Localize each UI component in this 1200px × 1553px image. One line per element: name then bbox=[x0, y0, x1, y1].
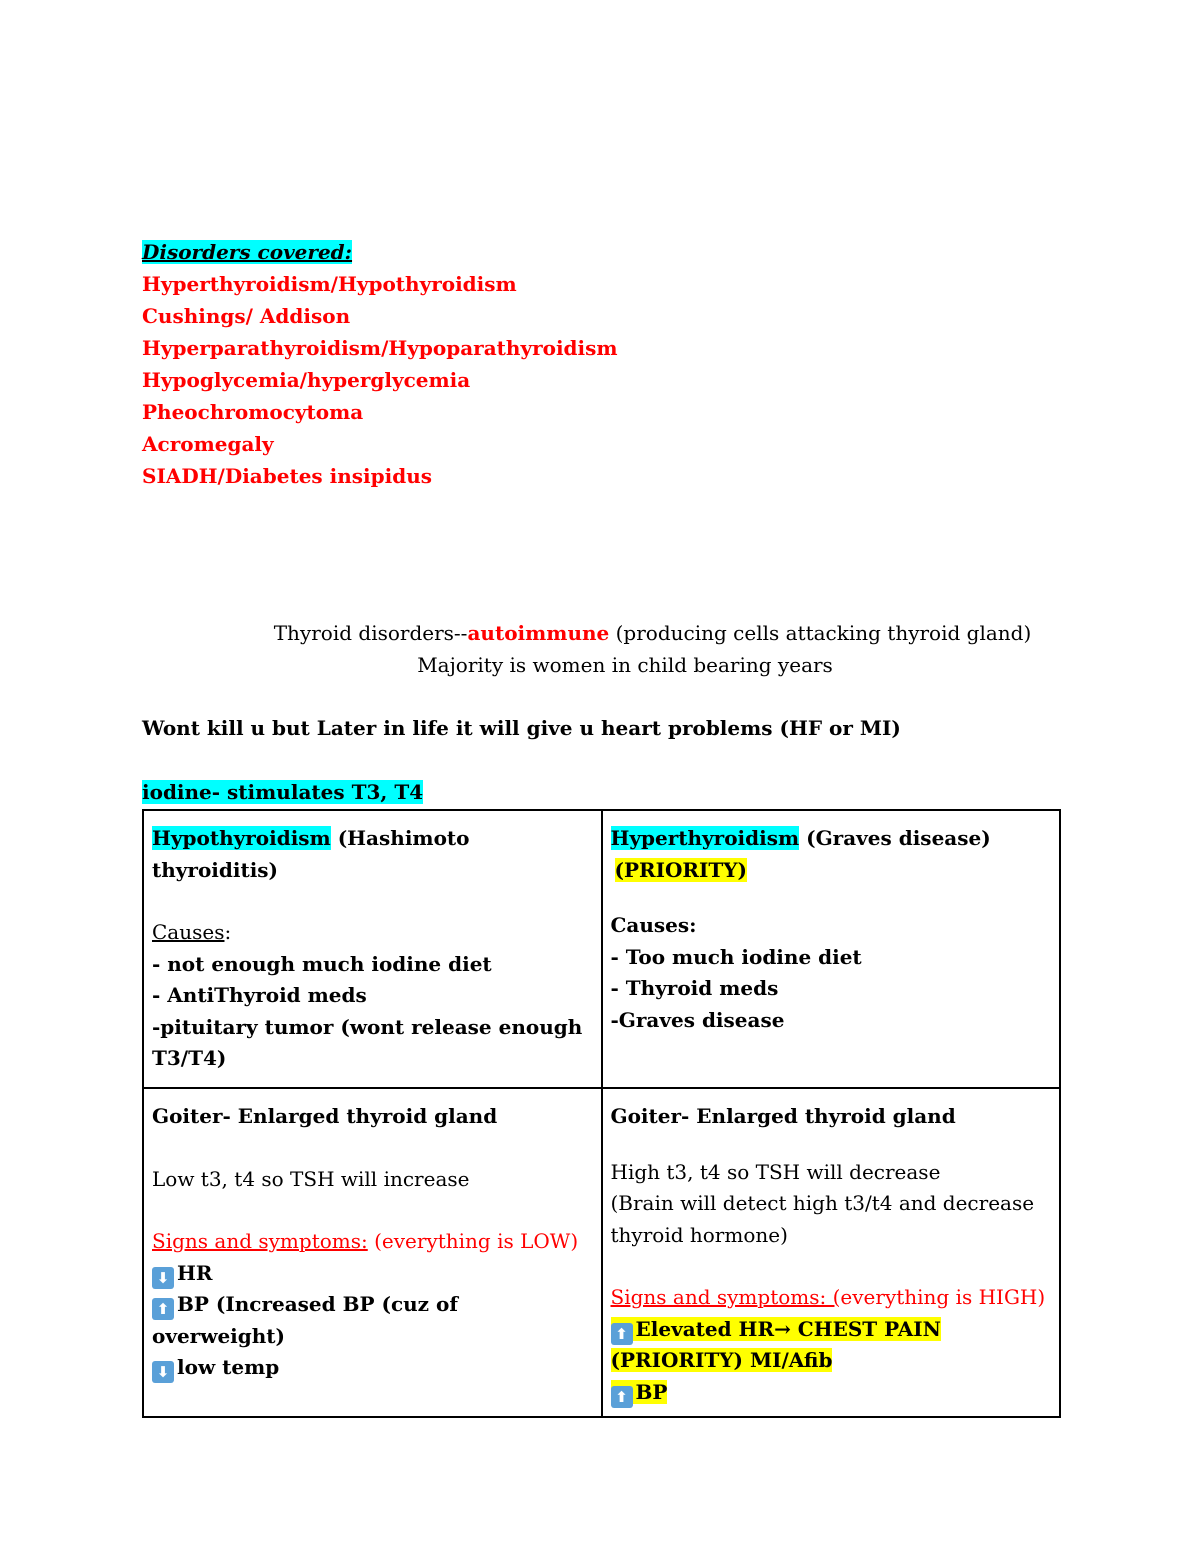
hypo-goiter: Goiter- Enlarged thyroid gland bbox=[152, 1104, 498, 1128]
table-row bbox=[143, 1088, 1060, 1417]
down-arrow-icon: ⬇ bbox=[152, 1361, 174, 1383]
sign-text: Elevated HR→ CHEST PAIN (PRIORITY) MI/Afib bbox=[610, 1316, 941, 1372]
hypo-cause-item: - AntiThyroid meds bbox=[152, 983, 367, 1007]
hypo-causes-label: Causes bbox=[152, 920, 225, 944]
intro-suffix: (producing cells attacking thyroid gland) bbox=[609, 621, 1032, 645]
hyper-signs-note: everything is HIGH) bbox=[840, 1285, 1046, 1309]
hypo-cause-item: - not enough much iodine diet bbox=[152, 951, 492, 976]
sign-text: BP (Increased BP (cuz of overweight) bbox=[152, 1292, 458, 1348]
disorder-item: SIADH/Diabetes insipidus bbox=[142, 464, 433, 488]
intro-line-1 bbox=[0, 621, 1200, 645]
disorder-item: Hyperthyroidism/Hypothyroidism bbox=[142, 272, 517, 296]
list-item bbox=[152, 1258, 593, 1290]
list-item bbox=[152, 1289, 593, 1352]
sign-text: HR bbox=[177, 1260, 213, 1285]
heart-warning: Wont kill u but Later in life it will give u heart problems (HF or MI) bbox=[142, 716, 901, 740]
hypo-signs-label: Signs and symptoms: bbox=[152, 1229, 368, 1253]
table-row bbox=[143, 810, 1060, 1088]
hypo-signs-note: (everything is LOW) bbox=[367, 1229, 579, 1253]
hypo-causes-cell bbox=[143, 810, 602, 1088]
list-item bbox=[611, 1377, 1052, 1409]
iodine-note: iodine- stimulates T3, T4 bbox=[142, 780, 424, 804]
hypo-subtitle: (Hashimoto thyroiditis) bbox=[152, 826, 470, 882]
hypo-signs-cell bbox=[143, 1088, 602, 1417]
intro-prefix: Thyroid disorders-- bbox=[273, 621, 468, 645]
down-arrow-icon: ⬇ bbox=[152, 1267, 174, 1289]
hyper-signs-cell bbox=[602, 1088, 1061, 1417]
disorder-item: Pheochromocytoma bbox=[142, 400, 364, 424]
up-arrow-icon: ⬆ bbox=[611, 1323, 633, 1345]
hyper-causes-cell bbox=[602, 810, 1061, 1088]
thyroid-comparison-table bbox=[142, 809, 1061, 1418]
list-item bbox=[611, 1314, 1052, 1377]
sign-text: low temp bbox=[177, 1355, 280, 1379]
hyper-cause-item: - Thyroid meds bbox=[610, 976, 779, 1000]
hyper-subtitle: (Graves disease) bbox=[799, 826, 991, 850]
hypo-causes-colon: : bbox=[224, 920, 232, 944]
disorder-item: Acromegaly bbox=[142, 432, 274, 456]
hypo-cause-item: -pituitary tumor (wont release enough T3/T4) bbox=[152, 1014, 583, 1070]
disorders-list bbox=[142, 236, 618, 492]
up-arrow-icon: ⬆ bbox=[611, 1386, 633, 1408]
hyper-cause-item: -Graves disease bbox=[610, 1007, 785, 1032]
intro-line-2: Majority is women in child bearing years bbox=[417, 653, 833, 677]
hyper-title: Hyperthyroidism bbox=[610, 826, 800, 850]
list-item bbox=[152, 1352, 593, 1384]
hypo-title: Hypothyroidism bbox=[152, 826, 331, 850]
disorder-item: Hyperparathyroidism/Hypoparathyroidism bbox=[142, 336, 618, 360]
intro-emphasis: autoimmune bbox=[467, 621, 610, 645]
hyper-levels: High t3, t4 so TSH will decrease bbox=[610, 1159, 941, 1184]
hypo-levels: Low t3, t4 so TSH will increase bbox=[152, 1166, 470, 1191]
disorders-heading: Disorders covered: bbox=[142, 240, 353, 264]
hyper-goiter: Goiter- Enlarged thyroid gland bbox=[610, 1104, 956, 1128]
disorder-item: Cushings/ Addison bbox=[142, 304, 351, 328]
up-arrow-icon: ⬆ bbox=[152, 1298, 174, 1320]
hyper-levels-note: (Brain will detect high t3/t4 and decrease thyroid hormone) bbox=[610, 1191, 1035, 1247]
sign-text: BP bbox=[635, 1379, 668, 1404]
hyper-cause-item: - Too much iodine diet bbox=[610, 944, 862, 969]
hyper-signs-label: Signs and symptoms: ( bbox=[610, 1285, 841, 1309]
hyper-causes-label: Causes: bbox=[610, 913, 697, 937]
disorder-item: Hypoglycemia/hyperglycemia bbox=[142, 368, 471, 392]
hyper-priority-badge: (PRIORITY) bbox=[614, 857, 747, 882]
